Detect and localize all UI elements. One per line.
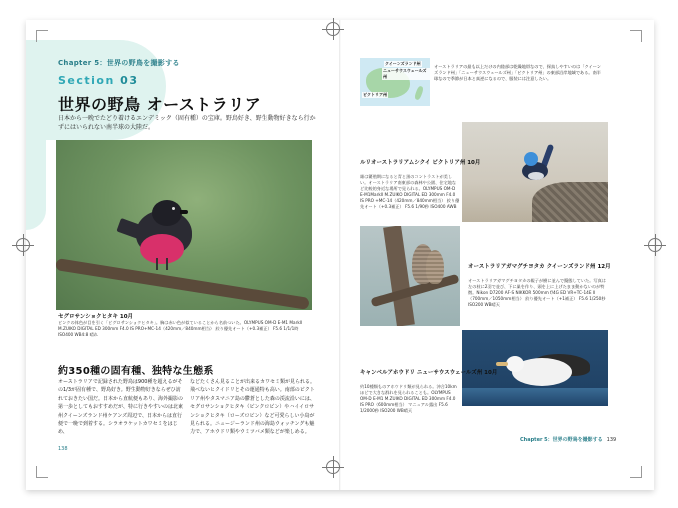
frogmouth-caption-body: オーストラリアガマグチヨタカの親子が樹に並んで擬態していた。写真は左の枝に2羽で並び、下に巣を作り、頭を上に上げたまま動かないのが特徴。Nikon D7200 AF-S NIKKOR 500mm f/4G ED VR+TC-14E II（700mm／1050mm相当） 絞り優先オート（+1補正） F5.6 1/250秒 ISO200 WB晴天: [468, 278, 606, 307]
albatross-head-shape: [506, 356, 524, 372]
wren-head-shape: [524, 152, 538, 166]
section-number: 03: [120, 74, 139, 87]
branch-shape: [56, 258, 310, 310]
bird-head-shape: [152, 200, 182, 226]
wave-shape: [462, 388, 608, 406]
page-title: 世界の野鳥 オーストラリア: [58, 95, 262, 114]
main-photo-caption-title: セグロサンショクヒタキ 10月: [58, 314, 134, 320]
registration-mark-icon: [648, 238, 662, 252]
bird-beak-shape: [180, 210, 188, 214]
wren-caption-body: 雄は繁殖期になると青と黒のコントラストが美しい。オーストラリア南東部の森林や公園、住宅地など比較的身近な場所で見られる。OLYMPUS OM-D E-M1MarkII M.ZUIKO DIGITAL ED 300mm F4.0 IS PRO +MC-14（420mm／840mm相当） 絞り優先オート（+0.3補正） F5.6 1/90秒 ISO400 AWB: [360, 174, 460, 209]
wren-belly-shape: [528, 172, 544, 180]
map-island-shape: [414, 85, 424, 100]
right-page-number: 139: [606, 437, 617, 443]
chapter-label: Chapter 5：世界の野鳥を撮影する: [58, 59, 180, 67]
bird-eye-shape: [172, 207, 175, 210]
albatross-beak-shape: [496, 362, 508, 366]
section-label: [58, 74, 138, 87]
body-subhead: 約350種の固有種、独特な生態系: [58, 366, 214, 377]
lead-text: 日本から一晩でたどり着けるエンデミック（固有種）の宝庫。野鳥好き、野生動物好きなら行かずにはいられない南半球の大陸だ。: [58, 115, 316, 131]
albatross-caption-body: 約10種類ものアホウドリ類が見られる。沖合10kmほどで大きな群れを見られることも。OLYMPUS OM-D E-M1 M.ZUIKO DIGITAL ED 300mm F4.0 IS PRO（600mm相当） マニュアル露出 F5.6 1/2000秒 ISO200 WB晴天: [360, 384, 457, 413]
crop-mark-icon: [36, 30, 48, 42]
body-text-column-1: オーストラリアで記録された野鳥は900種を超えるがその1/3が固有種で、野鳥好き。野生動物好きならぜひ訪れておきたい国だ。日本から直航便もあり、海外撮影の第一歩としてもおすすめだが、特に行きやすいのは北東州クイーンズランド州ケアンズ周辺で、日本からは直行便で一晩で到着する。シラオラケットカワセミをはじめ、: [58, 379, 184, 436]
right-folio: [520, 436, 616, 443]
map-label-victoria: ビクトリア州: [363, 92, 387, 97]
page-gutter: [339, 20, 341, 490]
right-folio-chapter: Chapter 5：世界の野鳥を撮影する: [520, 437, 603, 443]
section-word: Section: [58, 74, 115, 87]
tree-trunk-shape: [383, 226, 415, 326]
body-text-column-2: などたくさん見ることが出来るカワセミ類が見られる。飛べないヒクイドリとその運通特も高い。南部のビクトリア州やタスマニア島の鬱蒼とした森の渓流沿いには、セグロサンショクヒタキ（ピンクロビン）やハイイロサンショクヒタキ（ローズロビン）など可愛らしい小鳥が見られる。ニュージーランド州の海島ウォッチングも魅力で、アホウドリ類やウミツバメ類などが楽しめる。: [190, 379, 316, 436]
crop-mark-icon: [630, 466, 642, 478]
frogmouth-caption-title: オーストラリアガマグチヨタカ クイーンズランド州 12月: [468, 264, 611, 270]
left-page-number: 138: [58, 446, 68, 452]
teal-decoration-strip: [26, 110, 46, 230]
main-photo-caption-body: ピンクの体色が目を引く「ピグロサンショクヒタキ」。胸は赤い色が似ていることから名前ついた。OLYMPUS OM-D E-M1 MarkII M.ZUIKO DIGITAL ED 300mm F4.0 IS PRO+MC-14（420mm／840mm相当） 絞り優先オート（+0.3補正） F5.6 1/1/1時 ISO400 WB4:8 晴れ: [58, 320, 303, 337]
frogmouth-shape: [426, 250, 444, 284]
tawny-frogmouth-photo: [360, 226, 460, 326]
rock-shape: [532, 182, 608, 222]
superb-fairywren-photo: [462, 122, 608, 222]
map-label-queensland: クイーンズランド州: [385, 61, 421, 66]
crop-mark-icon: [630, 30, 642, 42]
crop-mark-icon: [36, 466, 48, 478]
australia-map: [360, 58, 430, 106]
albatross-caption-title: キャンベルアホウドリ ニューサウスウェールズ州 10月: [360, 370, 498, 376]
registration-mark-icon: [16, 238, 30, 252]
registration-mark-icon: [326, 460, 340, 474]
bird-leg-shape: [156, 258, 158, 270]
bird-breast-shape: [140, 234, 184, 264]
map-label-nsw: ニューサウスウェールズ州: [382, 68, 430, 80]
wren-caption-title: ルリオーストラリアムシクイ ビクトリア州 10月: [360, 160, 481, 166]
bird-leg-shape: [166, 258, 168, 270]
map-note: オーストラリアの最も以上だけの内陸部は乾燥地帯なので、探鳥しやすいのは「クイーンズランド州」「ニューサウスウェールズ州」「ビクトリア州」の東部沿岸地域である。南半球なので季節が日本と真逆になるので、服装には注意したい。: [434, 64, 601, 81]
registration-mark-icon: [326, 22, 340, 36]
pink-robin-bird-photo: [56, 140, 312, 310]
